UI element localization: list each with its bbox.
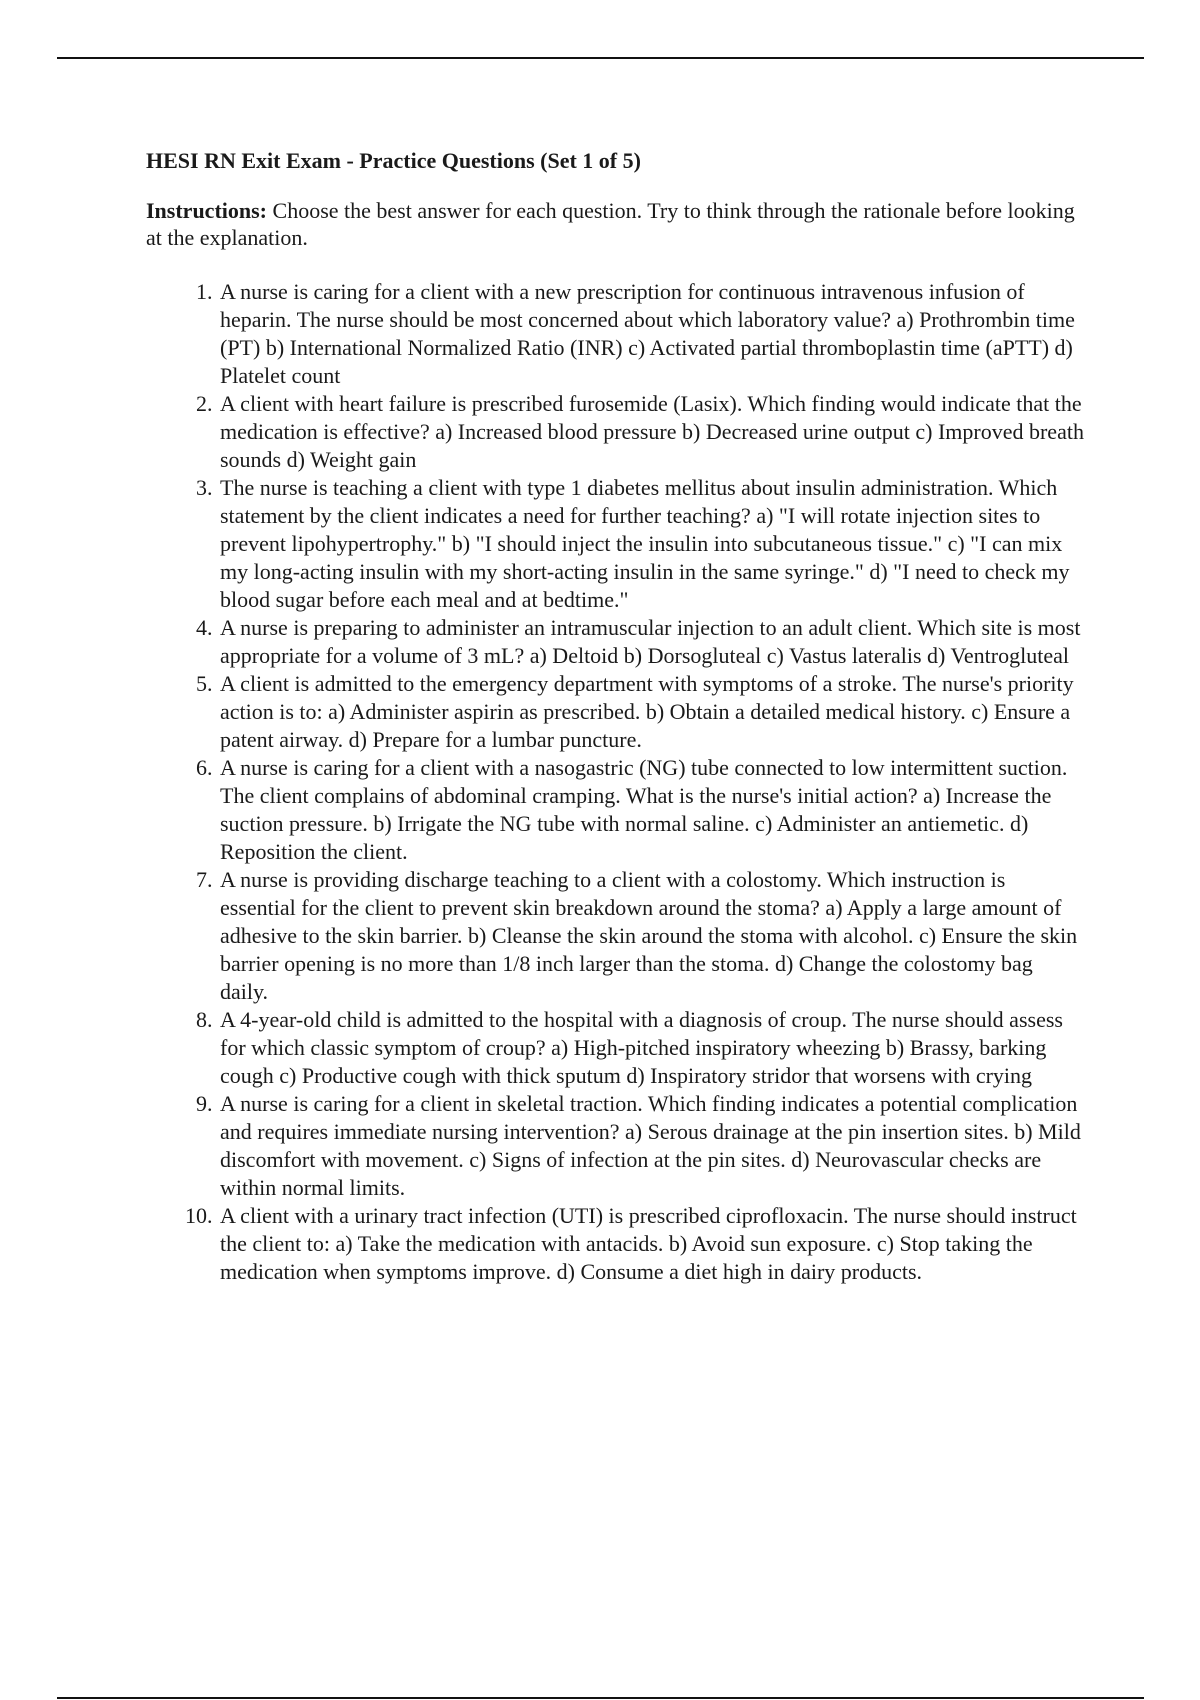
question-item: 3. The nurse is teaching a client with type 1 diabetes mellitus about insulin administration. Which statement by the client indicates a need for further teaching? a) "I will rotate injection sites to prevent lipohypertrophy." b) "I should inject the insulin into subcutaneous tissue." c) "I can mix my long-acting insulin with my short-acting insulin in the same syringe." d) "I need to check my blood sugar before each meal and at bedtime.": [218, 474, 1086, 614]
document-body: [146, 142, 1086, 1286]
top-horizontal-rule: [57, 57, 1144, 59]
question-item: 9. A nurse is caring for a client in skeletal traction. Which finding indicates a potential complication and requires immediate nursing intervention? a) Serous drainage at the pin insertion sites. b) Mild discomfort with movement. c) Signs of infection at the pin sites. d) Neurovascular checks are within normal limits.: [218, 1090, 1086, 1202]
question-item: 8. A 4-year-old child is admitted to the hospital with a diagnosis of croup. The nurse should assess for which classic symptom of croup? a) High-pitched inspiratory wheezing b) Brassy, barking cough c) Productive cough with thick sputum d) Inspiratory stridor that worsens with crying: [218, 1006, 1086, 1090]
question-item: 6. A nurse is caring for a client with a nasogastric (NG) tube connected to low intermittent suction. The client complains of abdominal cramping. What is the nurse's initial action? a) Increase the suction pressure. b) Irrigate the NG tube with normal saline. c) Administer an antiemetic. d) Reposition the client.: [218, 754, 1086, 866]
question-item: 2. A client with heart failure is prescribed furosemide (Lasix). Which finding would indicate that the medication is effective? a) Increased blood pressure b) Decreased urine output c) Improved breath sounds d) Weight gain: [218, 390, 1086, 474]
instructions-paragraph: [146, 197, 1086, 251]
instructions-label: Instructions:: [146, 198, 268, 223]
instructions-text: Choose the best answer for each question. Try to think through the rationale before looking at the explanation.: [146, 198, 1075, 250]
question-item: 10. A client with a urinary tract infection (UTI) is prescribed ciprofloxacin. The nurse should instruct the client to: a) Take the medication with antacids. b) Avoid sun exposure. c) Stop taking the medication when symptoms improve. d) Consume a diet high in dairy products.: [218, 1202, 1086, 1286]
question-item: 7. A nurse is providing discharge teaching to a client with a colostomy. Which instruction is essential for the client to prevent skin breakdown around the stoma? a) Apply a large amount of adhesive to the skin barrier. b) Cleanse the skin around the stoma with alcohol. c) Ensure the skin barrier opening is no more than 1/8 inch larger than the stoma. d) Change the colostomy bag daily.: [218, 866, 1086, 1006]
document-title: HESI RN Exit Exam - Practice Questions (Set 1 of 5): [146, 148, 641, 173]
question-list: [146, 278, 1086, 1286]
bottom-horizontal-rule: [57, 1697, 1144, 1699]
question-item: 5. A client is admitted to the emergency department with symptoms of a stroke. The nurse's priority action is to: a) Administer aspirin as prescribed. b) Obtain a detailed medical history. c) Ensure a patent airway. d) Prepare for a lumbar puncture.: [218, 670, 1086, 754]
question-item: 1. A nurse is caring for a client with a new prescription for continuous intravenous infusion of heparin. The nurse should be most concerned about which laboratory value? a) Prothrombin time (PT) b) International Normalized Ratio (INR) c) Activated partial thromboplastin time (aPTT) d) Platelet count: [218, 278, 1086, 390]
question-item: 4. A nurse is preparing to administer an intramuscular injection to an adult client. Which site is most appropriate for a volume of 3 mL? a) Deltoid b) Dorsogluteal c) Vastus lateralis d) Ventrogluteal: [218, 614, 1086, 670]
